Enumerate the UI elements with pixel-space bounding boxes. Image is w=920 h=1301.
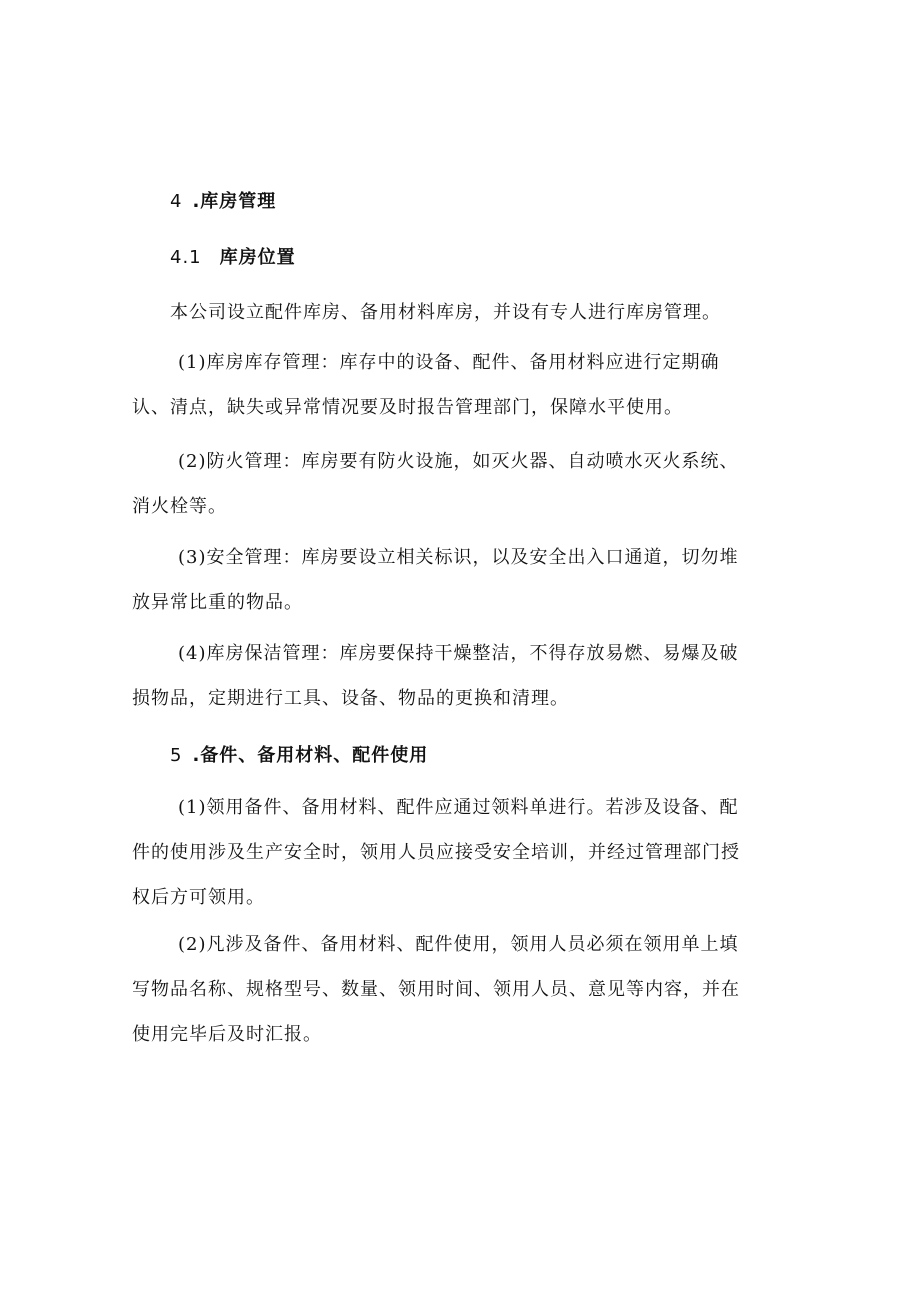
section-5-number: 5 — [170, 745, 183, 766]
section-5-item-1 — [132, 785, 782, 920]
section-4-item-1 — [132, 340, 782, 430]
section-5-item-1-line-3: 权后方可领用。 — [132, 887, 265, 908]
section-4-item-3 — [132, 535, 782, 625]
section-5-heading — [170, 741, 428, 767]
section-4-item-1-line-1: (1)库房库存管理：库存中的设备、配件、备用材料应进行定期确 — [178, 352, 720, 373]
section-4-intro-text: 本公司设立配件库房、备用材料库房，并设有专人进行库房管理。 — [170, 302, 721, 323]
section-4-1-title: 库房位置 — [219, 247, 296, 268]
section-4-item-2-line-2: 消火栓等。 — [132, 496, 227, 517]
section-4-item-1-line-2: 认、清点，缺失或异常情况要及时报告管理部门，保障水平使用。 — [132, 397, 683, 418]
section-5-item-2 — [132, 922, 782, 1057]
section-5-item-2-line-2: 写物品名称、规格型号、数量、领用时间、领用人员、意见等内容，并在 — [132, 979, 740, 1000]
section-4-number: 4 — [170, 191, 183, 212]
section-5-title: .备件、备用材料、配件使用 — [192, 745, 429, 766]
section-4-heading — [170, 187, 276, 213]
section-5-item-2-line-1: (2)凡涉及备件、备用材料、配件使用，领用人员必须在领用单上填 — [178, 934, 739, 955]
section-5-item-1-line-1: (1)领用备件、备用材料、配件应通过领料单进行。若涉及设备、配 — [178, 797, 739, 818]
section-4-title: .库房管理 — [192, 191, 277, 212]
section-4-item-4-line-2: 损物品，定期进行工具、设备、物品的更换和清理。 — [132, 688, 569, 709]
section-4-item-3-line-1: (3)安全管理：库房要设立相关标识，以及安全出入口通道，切勿堆 — [178, 547, 739, 568]
section-4-item-3-line-2: 放异常比重的物品。 — [132, 592, 303, 613]
section-4-1-number: 4.1 — [170, 247, 202, 268]
section-4-item-2 — [132, 439, 782, 529]
section-4-intro — [170, 290, 782, 335]
section-4-item-4 — [132, 631, 782, 721]
section-4-item-4-line-1: (4)库房保洁管理：库房要保持干燥整洁，不得存放易燃、易爆及破 — [178, 643, 739, 664]
section-5-item-2-line-3: 使用完毕后及时汇报。 — [132, 1024, 322, 1045]
section-4-1-heading — [170, 243, 296, 269]
section-5-item-1-line-2: 件的使用涉及生产安全时，领用人员应接受安全培训，并经过管理部门授 — [132, 842, 740, 863]
section-4-item-2-line-1: (2)防火管理：库房要有防火设施，如灭火器、自动喷水灭火系统、 — [178, 451, 739, 472]
